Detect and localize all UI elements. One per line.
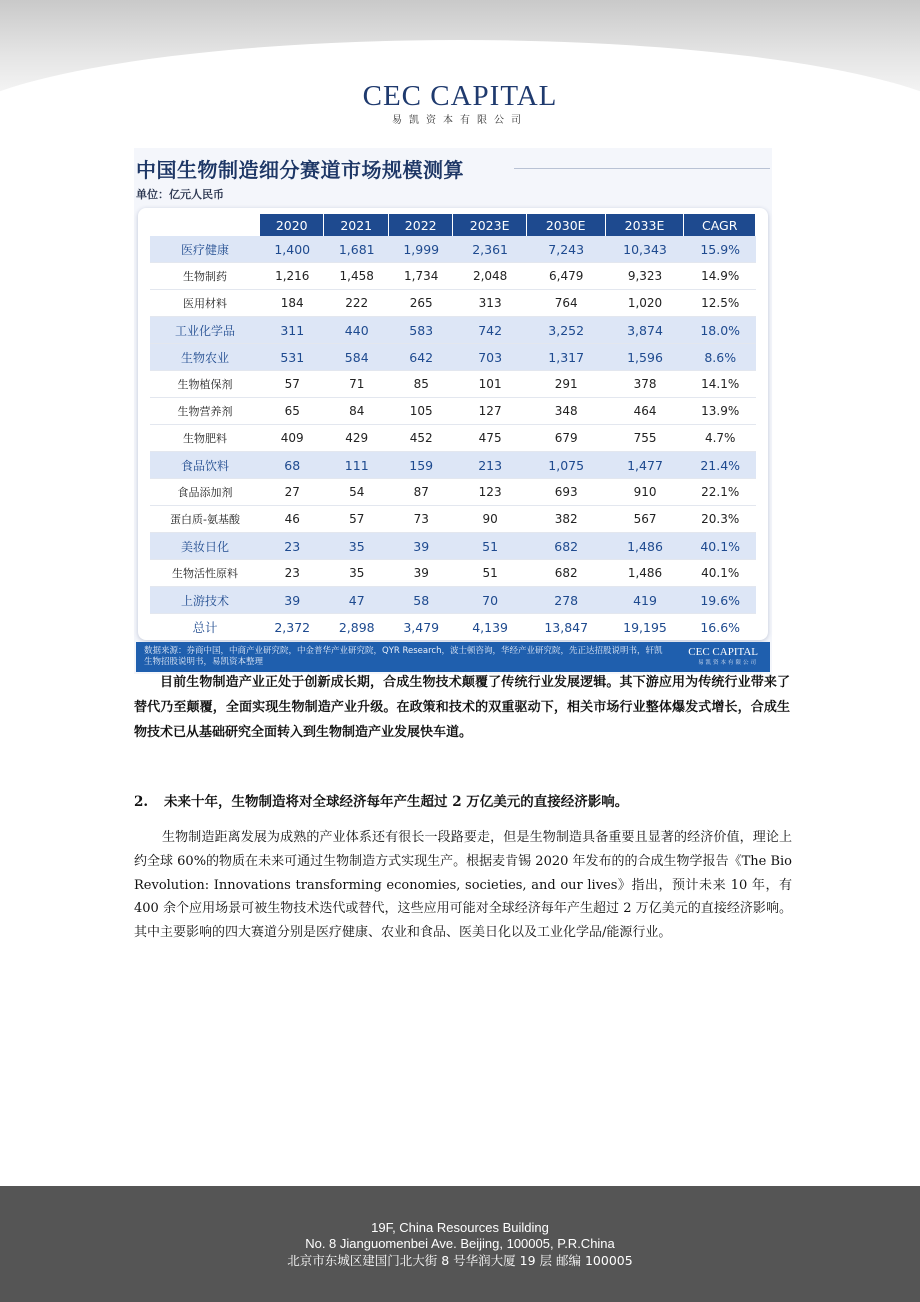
table-body bbox=[150, 236, 756, 640]
footer-address-line1: 19F, China Resources Building bbox=[371, 1220, 549, 1235]
table-cell: 127 bbox=[453, 398, 526, 425]
table-cell: 693 bbox=[527, 479, 606, 506]
table-cell: 58 bbox=[389, 587, 453, 614]
column-header: 2023E bbox=[453, 214, 526, 236]
table-cell: 47 bbox=[324, 587, 388, 614]
table-cell: 4.7% bbox=[684, 425, 756, 452]
table-cell: 1,400 bbox=[260, 236, 324, 263]
table-cell: 13.9% bbox=[684, 398, 756, 425]
logo-main-text: CEC CAPITAL bbox=[362, 80, 558, 112]
table-cell: 1,458 bbox=[324, 263, 388, 290]
table-cell: 84 bbox=[324, 398, 388, 425]
table-cell: 1,486 bbox=[606, 560, 685, 587]
table-cell: 583 bbox=[389, 317, 453, 344]
data-source-text: 数据来源：券商中国，中商产业研究院，中金普华产业研究院，QYR Research，波士顿咨询，华经产业研究院，先正达招股说明书，轩凯生物招股说明书，易凯资本整理 bbox=[144, 646, 663, 667]
table-cell: 39 bbox=[260, 587, 324, 614]
table-cell: 184 bbox=[260, 290, 324, 317]
table-cell: 742 bbox=[453, 317, 526, 344]
table-cell: 3,874 bbox=[606, 317, 685, 344]
table-cell: 15.9% bbox=[684, 236, 756, 263]
table-cell: 10,343 bbox=[606, 236, 685, 263]
row-category: 生物农业 bbox=[150, 344, 260, 371]
table-cell: 40.1% bbox=[684, 560, 756, 587]
table-cell: 755 bbox=[606, 425, 685, 452]
table-row bbox=[150, 425, 756, 452]
table-cell: 475 bbox=[453, 425, 526, 452]
table-card bbox=[138, 208, 768, 640]
market-size-figure bbox=[134, 148, 772, 674]
table-cell: 213 bbox=[453, 452, 526, 479]
table-cell: 679 bbox=[527, 425, 606, 452]
table-cell: 1,681 bbox=[324, 236, 388, 263]
table-cell: 4,139 bbox=[472, 619, 509, 635]
table-cell: 35 bbox=[324, 533, 388, 560]
table-cell: 73 bbox=[389, 506, 453, 533]
market-table bbox=[150, 214, 756, 640]
table-cell: 87 bbox=[389, 479, 453, 506]
table-cell: 57 bbox=[260, 371, 324, 398]
table-cell: 46 bbox=[260, 506, 324, 533]
table-cell: 71 bbox=[324, 371, 388, 398]
table-row bbox=[150, 236, 756, 263]
table-cell: 1,999 bbox=[389, 236, 453, 263]
table-cell: 291 bbox=[527, 371, 606, 398]
table-cell: 1,216 bbox=[260, 263, 324, 290]
table-cell: 1,317 bbox=[527, 344, 606, 371]
table-cell: 8.6% bbox=[684, 344, 756, 371]
table-cell: 278 bbox=[527, 587, 606, 614]
table-cell: 13,847 bbox=[544, 619, 589, 635]
table-cell: 23 bbox=[260, 533, 324, 560]
table-cell: 16.6% bbox=[700, 619, 741, 635]
column-header: CAGR bbox=[684, 214, 756, 236]
title-divider bbox=[514, 168, 770, 169]
table-cell: 101 bbox=[453, 371, 526, 398]
table-cell: 159 bbox=[389, 452, 453, 479]
table-cell: 2,361 bbox=[453, 236, 526, 263]
table-cell: 14.1% bbox=[684, 371, 756, 398]
table-cell: 764 bbox=[527, 290, 606, 317]
table-cell: 567 bbox=[606, 506, 685, 533]
table-cell: 6,479 bbox=[527, 263, 606, 290]
heading-text: 未来十年，生物制造将对全球经济每年产生超过 2 万亿美元的直接经济影响。 bbox=[164, 794, 629, 810]
table-cell: 105 bbox=[389, 398, 453, 425]
table-cell: 9,323 bbox=[606, 263, 685, 290]
table-cell: 7,243 bbox=[527, 236, 606, 263]
table-cell: 1,596 bbox=[606, 344, 685, 371]
table-cell: 313 bbox=[453, 290, 526, 317]
table-cell: 642 bbox=[389, 344, 453, 371]
row-category: 生物制药 bbox=[150, 263, 260, 290]
logo-sub-text: 易凯资本有限公司 bbox=[392, 115, 528, 126]
table-cell: 311 bbox=[260, 317, 324, 344]
table-cell: 21.4% bbox=[684, 452, 756, 479]
table-cell: 1,734 bbox=[389, 263, 453, 290]
table-cell: 682 bbox=[527, 560, 606, 587]
table-cell: 910 bbox=[606, 479, 685, 506]
table-cell: 90 bbox=[453, 506, 526, 533]
summary-paragraph: 目前生物制造产业正处于创新成长期，合成生物技术颠覆了传统行业发展逻辑。其下游应用为传统行业带来了替代乃至颠覆，全面实现生物制造产业升级。在政策和技术的双重驱动下，相关市场行业整体爆发式增长，合成生物技术已从基础研究全面转入到生物制造产业发展快车道。 bbox=[134, 675, 790, 740]
figure-title: 中国生物制造细分赛道市场规模测算 bbox=[136, 158, 464, 182]
table-cell: 3,252 bbox=[527, 317, 606, 344]
table-cell: 57 bbox=[324, 506, 388, 533]
table-cell: 1,020 bbox=[606, 290, 685, 317]
table-cell: 54 bbox=[324, 479, 388, 506]
header-corner bbox=[150, 214, 260, 236]
row-category: 医疗健康 bbox=[150, 236, 260, 263]
footer-address-line2: No. 8 Jianguomenbei Ave. Beijing, 100005, P.R.China bbox=[305, 1236, 615, 1251]
page-footer bbox=[0, 1186, 920, 1302]
table-cell: 22.1% bbox=[684, 479, 756, 506]
table-row bbox=[150, 263, 756, 290]
table-cell: 39 bbox=[389, 533, 453, 560]
column-header: 2020 bbox=[260, 214, 324, 236]
row-category: 生物肥料 bbox=[150, 425, 260, 452]
row-category: 食品添加剂 bbox=[150, 479, 260, 506]
table-cell: 1,486 bbox=[606, 533, 685, 560]
table-cell: 429 bbox=[324, 425, 388, 452]
table-row bbox=[150, 317, 756, 344]
table-row bbox=[150, 371, 756, 398]
table-cell: 1,477 bbox=[606, 452, 685, 479]
table-cell: 27 bbox=[260, 479, 324, 506]
footer-logo-main: CEC CAPITAL bbox=[688, 646, 758, 658]
row-category: 蛋白质-氨基酸 bbox=[150, 506, 260, 533]
row-category: 上游技术 bbox=[150, 587, 260, 614]
table-cell: 584 bbox=[324, 344, 388, 371]
figure-unit: 单位：亿元人民币 bbox=[136, 188, 224, 201]
table-cell: 18.0% bbox=[684, 317, 756, 344]
table-cell: 35 bbox=[324, 560, 388, 587]
table-cell: 123 bbox=[453, 479, 526, 506]
table-cell: 14.9% bbox=[684, 263, 756, 290]
company-logo bbox=[0, 80, 920, 126]
table-cell: 378 bbox=[606, 371, 685, 398]
table-row bbox=[150, 452, 756, 479]
table-row bbox=[150, 344, 756, 371]
table-cell: 419 bbox=[606, 587, 685, 614]
table-cell: 222 bbox=[324, 290, 388, 317]
body-paragraph: 生物制造距离发展为成熟的产业体系还有很长一段路要走，但是生物制造具备重要且显著的经济价值，理论上约全球 60%的物质在未来可通过生物制造方式实现生产。根据麦肯锡 2020 年发布的的合成生物学报告《The Bio Revolution: Innovations transforming economies, societies, and our lives》指出，预计未来 10 年，有 400 余个应用场景可被生物技术迭代或替代，这些应用可能对全球经济每年产生超过 2 万亿美元的直接经济影响。其中主要影响的四大赛道分别是医疗健康、农业和食品、医美日化以及工业化学品/能源行业。 bbox=[134, 830, 792, 941]
table-cell: 682 bbox=[527, 533, 606, 560]
table-cell: 265 bbox=[389, 290, 453, 317]
column-header: 2030E bbox=[527, 214, 606, 236]
row-category: 生物活性原料 bbox=[150, 560, 260, 587]
row-category: 食品饮料 bbox=[150, 452, 260, 479]
table-row bbox=[150, 560, 756, 587]
table-cell: 2,048 bbox=[453, 263, 526, 290]
row-category: 生物营养剂 bbox=[150, 398, 260, 425]
table-cell: 85 bbox=[389, 371, 453, 398]
table-cell: 39 bbox=[389, 560, 453, 587]
table-cell: 2,898 bbox=[338, 619, 375, 635]
table-row bbox=[150, 398, 756, 425]
table-row bbox=[150, 587, 756, 614]
table-cell: 531 bbox=[260, 344, 324, 371]
row-category: 生物植保剂 bbox=[150, 371, 260, 398]
table-cell: 70 bbox=[453, 587, 526, 614]
row-category: 美妆日化 bbox=[150, 533, 260, 560]
column-header: 2021 bbox=[324, 214, 388, 236]
footer-logo-sub: 易凯资本有限公司 bbox=[697, 660, 758, 666]
table-row bbox=[150, 533, 756, 560]
footer-address-line3: 北京市东城区建国门北大街 8 号华润大厦 19 层 邮编 100005 bbox=[287, 1253, 633, 1268]
table-cell: 440 bbox=[324, 317, 388, 344]
table-row bbox=[150, 479, 756, 506]
row-category: 工业化学品 bbox=[150, 317, 260, 344]
footer-logo bbox=[688, 647, 758, 669]
table-header-row bbox=[150, 214, 756, 236]
table-row bbox=[150, 614, 756, 640]
table-cell: 464 bbox=[606, 398, 685, 425]
table-cell: 40.1% bbox=[684, 533, 756, 560]
table-cell: 68 bbox=[260, 452, 324, 479]
column-header: 2033E bbox=[606, 214, 685, 236]
table-cell: 409 bbox=[260, 425, 324, 452]
section-heading bbox=[134, 790, 794, 810]
figure-source-bar bbox=[136, 642, 770, 672]
table-cell: 703 bbox=[453, 344, 526, 371]
table-cell: 65 bbox=[260, 398, 324, 425]
table-cell: 452 bbox=[389, 425, 453, 452]
column-header: 2022 bbox=[389, 214, 453, 236]
table-cell: 2,372 bbox=[274, 619, 311, 635]
table-cell: 19,195 bbox=[623, 619, 667, 635]
table-cell: 51 bbox=[453, 560, 526, 587]
table-cell: 12.5% bbox=[684, 290, 756, 317]
row-category: 医用材料 bbox=[150, 290, 260, 317]
row-category: 总计 bbox=[192, 620, 218, 635]
table-cell: 382 bbox=[527, 506, 606, 533]
table-cell: 19.6% bbox=[684, 587, 756, 614]
table-cell: 111 bbox=[324, 452, 388, 479]
table-cell: 3,479 bbox=[403, 619, 440, 635]
heading-number: 2. bbox=[134, 794, 149, 810]
table-row bbox=[150, 506, 756, 533]
table-cell: 23 bbox=[260, 560, 324, 587]
table-row bbox=[150, 290, 756, 317]
table-cell: 51 bbox=[453, 533, 526, 560]
table-cell: 348 bbox=[527, 398, 606, 425]
table-cell: 1,075 bbox=[527, 452, 606, 479]
table-cell: 20.3% bbox=[684, 506, 756, 533]
